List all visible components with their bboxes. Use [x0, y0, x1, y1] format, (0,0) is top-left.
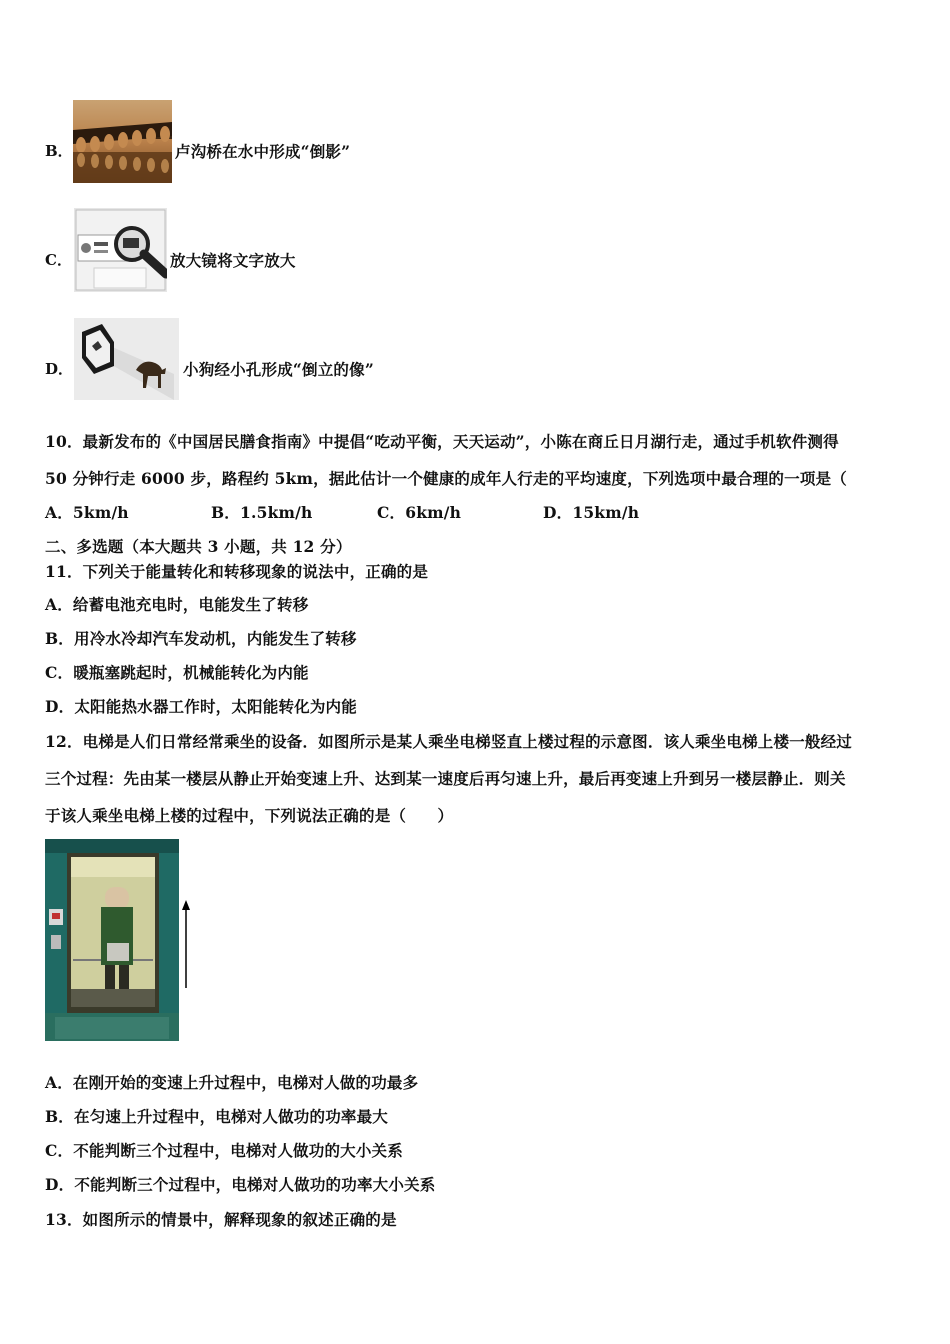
- q12-stem-line2: 三个过程：先由某一楼层从静止开始变速上升、达到某一速度后再匀速上升，最后再变速上升到另一楼层静止．则关: [45, 769, 846, 788]
- q10-stem-line2: 50 分钟行走 6000 步，路程约 5km，据此估计一个健康的成年人行走的平均速度，下列选项中最合理的一项是（: [45, 469, 847, 488]
- option-b-text: 卢沟桥在水中形成“倒影”: [175, 142, 351, 161]
- pinhole-dog-photo: [74, 318, 179, 400]
- option-d-text: 小狗经小孔形成“倒立的像”: [183, 360, 374, 379]
- elevator-photo: [45, 839, 179, 1041]
- q11-option-a: A．给蓄电池充电时，电能发生了转移: [45, 595, 309, 614]
- q11-option-c: C．暖瓶塞跳起时，机械能转化为内能: [45, 663, 309, 682]
- q10-stem-line1: 10．最新发布的《中国居民膳食指南》中提倡“吃动平衡，天天运动”，小陈在商丘日月湖行走，通过手机软件测得: [45, 432, 839, 451]
- magnifier-photo: [74, 208, 167, 292]
- q10-option-b: B．1.5km/h: [211, 503, 313, 522]
- q10-option-c: C．6km/h: [377, 503, 462, 522]
- q12-option-d: D．不能判断三个过程中，电梯对人做功的功率大小关系: [45, 1175, 436, 1194]
- bridge-reflection-photo: [73, 100, 172, 183]
- q12-stem-line3: 于该人乘坐电梯上楼的过程中，下列说法正确的是（ ）: [45, 806, 454, 825]
- q10-option-d: D．15km/h: [543, 503, 640, 522]
- option-b-letter: B．: [45, 142, 73, 160]
- upward-arrow: [180, 900, 192, 990]
- q11-stem: 11．下列关于能量转化和转移现象的说法中，正确的是: [45, 562, 429, 581]
- option-d-letter: D．: [45, 360, 74, 378]
- q10-option-a: A．5km/h: [45, 503, 129, 522]
- q13-stem: 13．如图所示的情景中，解释现象的叙述正确的是: [45, 1210, 397, 1229]
- q12-option-a: A．在刚开始的变速上升过程中，电梯对人做的功最多: [45, 1073, 419, 1092]
- q11-option-b: B．用冷水冷却汽车发动机，内能发生了转移: [45, 629, 357, 648]
- q12-option-c: C．不能判断三个过程中，电梯对人做功的大小关系: [45, 1141, 403, 1160]
- q11-option-d: D．太阳能热水器工作时，太阳能转化为内能: [45, 697, 357, 716]
- option-c-text: 放大镜将文字放大: [170, 251, 296, 270]
- option-c-letter: C．: [45, 251, 72, 269]
- q12-option-b: B．在匀速上升过程中，电梯对人做功的功率最大: [45, 1107, 389, 1126]
- q12-stem-line1: 12．电梯是人们日常经常乘坐的设备．如图所示是某人乘坐电梯竖直上楼过程的示意图．该人乘坐电梯上楼一般经过: [45, 732, 852, 751]
- section-heading: 二、多选题（本大题共 3 小题，共 12 分）: [45, 537, 352, 556]
